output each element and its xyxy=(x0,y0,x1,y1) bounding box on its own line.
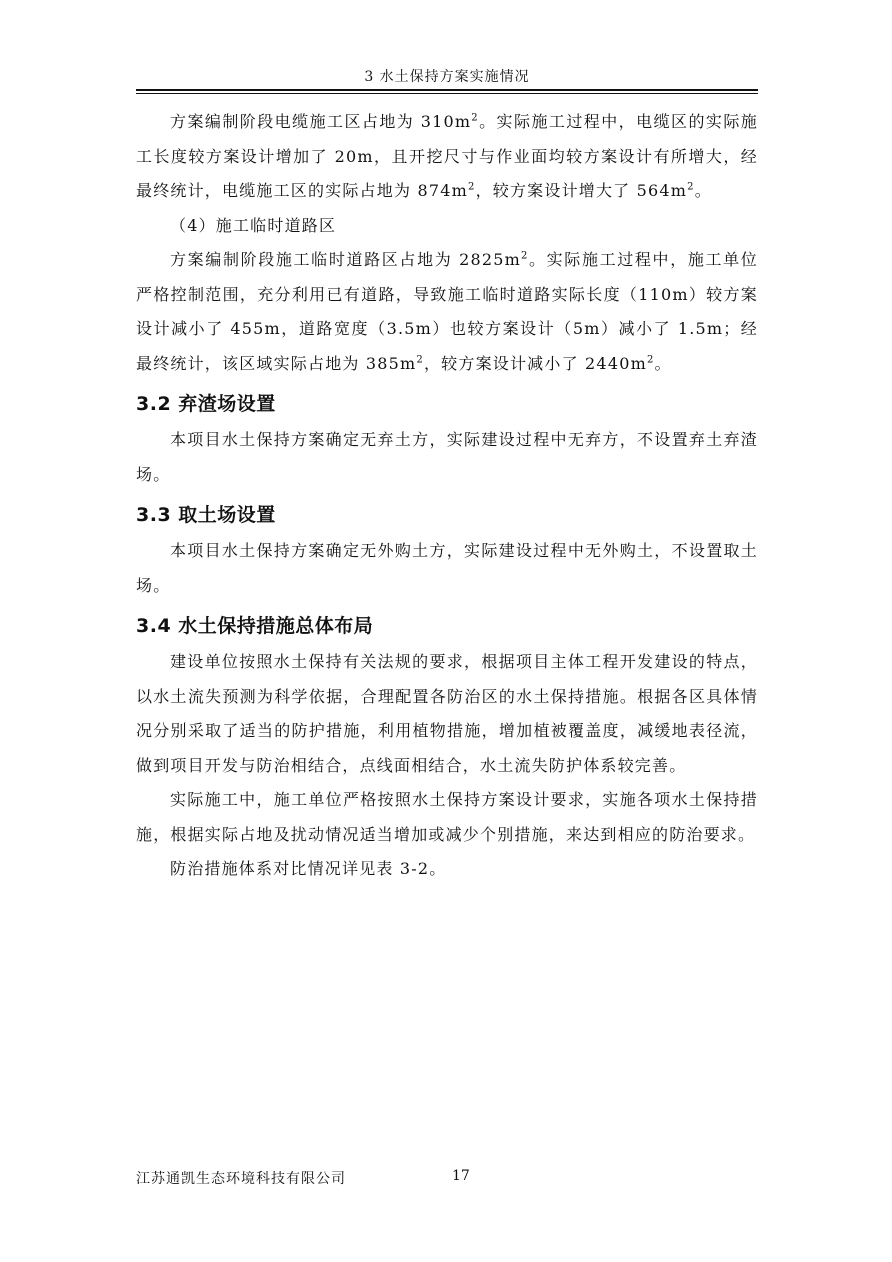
paragraph-table-ref: 防治措施体系对比情况详见表 3-2。 xyxy=(170,859,447,878)
text-run: 。实际施工过程中，施工单位严格控制范围，充分利用已有道路，导致施工临时道路实际长度（110m）较方案设计减小了 455m，道路宽度（3.5m）也较方案设计（5m）减小了 1.5m；经最终统计，该区域实际占地为 385m xyxy=(136,250,758,373)
body-content xyxy=(136,105,758,887)
text-run: ，较方案设计减小了 2440m xyxy=(423,353,647,373)
paragraph-layout-2: 实际施工中，施工单位严格按照水土保持方案设计要求，实施各项水土保持措施，根据实际占地及扰动情况适当增加或减少个别措施，来达到相应的防治要求。 xyxy=(136,790,758,844)
footer-company: 江苏通凯生态环境科技有限公司 xyxy=(136,1171,346,1187)
superscript: 2 xyxy=(521,250,529,262)
page-number: 17 xyxy=(452,1168,470,1184)
subheading-temp-road: （4）施工临时道路区 xyxy=(170,215,337,235)
paragraph-layout-1: 建设单位按照水土保持有关法规的要求，根据项目主体工程开发建设的特点，以水土流失预测为科学依据，合理配置各防治区的水土保持措施。根据各区具体情况分别采取了适当的防护措施，利用植物措施，增加植被覆盖度，减缓地表径流，做到项目开发与防治相结合，点线面相结合，水土流失防护体系较完善。 xyxy=(136,652,758,775)
header-rule-thick xyxy=(136,89,758,91)
text-run: 方案编制阶段施工临时道路区占地为 2825m xyxy=(170,250,521,269)
superscript: 2 xyxy=(468,181,476,193)
superscript: 2 xyxy=(687,181,695,193)
text-run: 。实际施工过程中，电缆区的实际施工长度较方案设计增加了 20m，且开挖尺寸与作业面均较方案设计有所增大，经最终统计，电缆施工区的实际占地为 874m xyxy=(136,112,758,200)
paragraph-temp-road xyxy=(136,243,758,381)
text-run: 。 xyxy=(694,181,712,200)
superscript: 2 xyxy=(416,354,424,366)
section-heading-3-3: 3.3 取土场设置 xyxy=(136,504,276,526)
paragraph-borrow-site: 本项目水土保持方案确定无外购土方，实际建设过程中无外购土，不设置取土场。 xyxy=(136,541,758,595)
text-run: ，较方案设计增大了 564m xyxy=(475,181,688,200)
section-heading-3-2: 3.2 弃渣场设置 xyxy=(136,393,276,415)
running-header: 3 水土保持方案实施情况 xyxy=(364,69,530,85)
section-heading-3-4: 3.4 水土保持措施总体布局 xyxy=(136,615,374,637)
paragraph-cable-area xyxy=(136,105,758,209)
paragraph-spoil-site: 本项目水土保持方案确定无弃土方，实际建设过程中无弃方，不设置弃土弃渣场。 xyxy=(136,430,758,484)
header-rule-thin xyxy=(136,93,758,94)
superscript: 2 xyxy=(646,354,655,366)
text-run: 。 xyxy=(654,353,672,373)
text-run: 方案编制阶段电缆施工区占地为 310m xyxy=(170,112,472,131)
superscript: 2 xyxy=(471,112,479,124)
